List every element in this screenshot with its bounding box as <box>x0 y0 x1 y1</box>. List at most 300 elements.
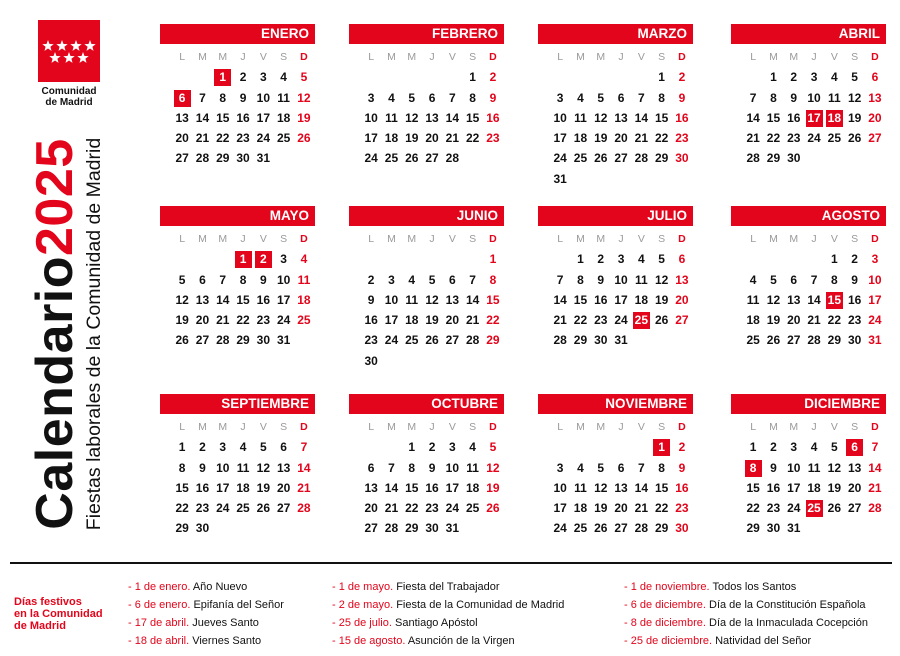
day-cell: 20 <box>614 501 628 516</box>
weekday-label: D <box>871 51 879 63</box>
holiday-name: Jueves Santo <box>192 617 259 629</box>
weekday-label: M <box>769 421 778 433</box>
day-cell: 4 <box>300 252 308 267</box>
day-cell: 19 <box>827 480 842 495</box>
weekday-label: L <box>750 233 757 245</box>
day-cell: 28 <box>807 333 821 348</box>
day-cell: 27 <box>195 333 210 348</box>
day-cell: 16 <box>425 480 439 495</box>
empty-cell <box>743 249 763 269</box>
madrid-flag-icon <box>38 20 100 82</box>
empty-cell <box>361 437 381 457</box>
day-cell: 19 <box>297 110 311 125</box>
day-cell: 7 <box>556 272 564 287</box>
day-cell: 22 <box>236 313 250 328</box>
day-cell: 7 <box>810 272 818 287</box>
empty-cell <box>192 249 212 269</box>
weekday-label: S <box>280 421 288 433</box>
weekday-label: M <box>789 51 799 63</box>
day-cell: 25 <box>297 313 311 328</box>
day-cell: 14 <box>384 480 399 495</box>
weekday-label: V <box>637 421 645 433</box>
day-cell: 17 <box>256 110 271 125</box>
day-cell: 27 <box>787 333 801 348</box>
day-cell: 30 <box>766 521 781 536</box>
day-cell: 13 <box>445 292 460 307</box>
day-cell: 11 <box>297 272 311 287</box>
day-cell: 8 <box>219 90 227 105</box>
day-cell: 27 <box>614 521 628 536</box>
day-cell: 5 <box>597 460 605 475</box>
day-cell: 12 <box>654 272 669 287</box>
day-cell: 4 <box>239 440 247 455</box>
day-cell: 10 <box>384 292 399 307</box>
day-cell: 3 <box>790 440 798 455</box>
day-cell: 21 <box>195 131 210 146</box>
day-cell: 12 <box>486 460 500 475</box>
day-cell: 18 <box>405 313 419 328</box>
day-cell: 27 <box>364 521 378 536</box>
festivos-heading <box>14 596 124 632</box>
day-cell: 7 <box>219 272 227 287</box>
day-cell: 4 <box>637 252 645 267</box>
holiday-name: Viernes Santo <box>192 635 262 647</box>
day-cell: 11 <box>405 292 419 307</box>
weekday-label: S <box>280 233 288 245</box>
weekday-label: L <box>179 421 186 433</box>
day-cell: 15 <box>573 292 588 307</box>
day-cell: 22 <box>486 313 500 328</box>
month-mayo <box>160 206 315 351</box>
month-octubre <box>349 394 504 539</box>
day-cell: 17 <box>364 131 378 146</box>
day-cell: 31 <box>276 333 291 348</box>
day-cell: 18 <box>236 480 250 495</box>
day-cell: 2 <box>597 252 605 267</box>
day-cell: 17 <box>216 480 230 495</box>
weekday-label: S <box>851 233 859 245</box>
day-cell: 25 <box>573 521 588 536</box>
day-cell: 29 <box>746 521 760 536</box>
day-cell: 15 <box>654 480 669 495</box>
day-cell: 9 <box>790 90 798 105</box>
logo-text-line1: Comunidad <box>41 86 97 97</box>
day-cell: 24 <box>364 151 378 166</box>
holiday-item <box>332 632 564 650</box>
day-cell: 23 <box>675 131 689 146</box>
day-cell: 15 <box>216 110 230 125</box>
day-cell: 4 <box>280 70 287 85</box>
day-cell: 14 <box>807 292 821 307</box>
day-cell: 14 <box>746 110 760 125</box>
day-cell: 28 <box>746 151 760 166</box>
month-febrero <box>349 24 504 169</box>
weekday-label: M <box>596 51 606 63</box>
day-cell: 22 <box>405 501 419 516</box>
day-cell: 3 <box>280 252 287 267</box>
month-header: OCTUBRE <box>349 394 504 414</box>
holiday-date: - 1 de noviembre. <box>624 581 710 593</box>
day-cell: 28 <box>465 333 480 348</box>
holiday-name: Asunción de la Virgen <box>407 635 515 647</box>
day-cell: 4 <box>749 272 757 287</box>
month-days-grid <box>550 417 693 539</box>
weekday-label: J <box>429 233 435 245</box>
title-word: Calendario <box>26 255 84 530</box>
day-cell: 29 <box>216 151 230 166</box>
month-header: JUNIO <box>349 206 504 226</box>
side-title <box>28 128 112 540</box>
day-cell: 6 <box>790 272 798 287</box>
day-cell: 20 <box>195 313 210 328</box>
day-cell: 19 <box>847 110 862 125</box>
empty-cell <box>804 249 824 269</box>
day-cell: 24 <box>553 521 567 536</box>
day-cell: 21 <box>553 313 567 328</box>
day-cell: 26 <box>594 151 608 166</box>
day-cell: 5 <box>658 252 665 267</box>
holiday-date: - 17 de abril. <box>128 617 190 629</box>
weekday-label: J <box>618 51 624 63</box>
month-header: MARZO <box>538 24 693 44</box>
day-cell: 10 <box>364 110 378 125</box>
day-cell: 20 <box>614 131 628 146</box>
day-cell: 31 <box>256 151 271 166</box>
day-cell: 3 <box>810 70 818 85</box>
month-header: ABRIL <box>731 24 886 44</box>
month-header: NOVIEMBRE <box>538 394 693 414</box>
day-cell: 24 <box>384 333 399 348</box>
day-cell: 24 <box>614 313 628 328</box>
day-cell: 11 <box>466 460 479 475</box>
festivos-heading-line: Días festivos <box>14 596 82 608</box>
weekday-label: M <box>407 51 417 63</box>
holiday-date: - 15 de agosto. <box>332 635 406 647</box>
day-cell: 29 <box>827 333 842 348</box>
day-cell: 23 <box>195 501 210 516</box>
weekday-label: S <box>469 233 477 245</box>
day-cell: 10 <box>276 272 291 287</box>
day-cell: 28 <box>634 151 649 166</box>
month-days-grid <box>550 47 693 189</box>
empty-cell <box>361 249 381 269</box>
day-cell: 21 <box>384 501 399 516</box>
weekday-label: M <box>218 51 228 63</box>
day-cell: 28 <box>195 151 210 166</box>
day-cell: 29 <box>766 151 781 166</box>
weekday-label: M <box>407 421 417 433</box>
weekday-label: L <box>750 51 757 63</box>
day-cell: 4 <box>830 70 838 85</box>
empty-cell <box>611 437 631 457</box>
day-cell: 14 <box>634 480 649 495</box>
weekday-label: S <box>851 421 859 433</box>
holiday-day: 25 <box>807 501 821 516</box>
day-cell: 4 <box>810 440 818 455</box>
day-cell: 14 <box>195 110 210 125</box>
holiday-item <box>332 596 564 614</box>
holiday-name: Fiesta del Trabajador <box>396 581 500 593</box>
day-cell: 31 <box>868 333 882 348</box>
day-cell: 10 <box>553 110 567 125</box>
day-cell: 13 <box>364 480 378 495</box>
day-cell: 6 <box>199 272 206 287</box>
day-cell: 31 <box>553 171 567 186</box>
day-cell: 22 <box>465 131 480 146</box>
divider <box>10 562 892 564</box>
weekday-label: D <box>300 233 308 245</box>
weekday-label: M <box>387 233 396 245</box>
day-cell: 13 <box>675 272 689 287</box>
holiday-date: - 8 de diciembre. <box>624 617 706 629</box>
day-cell: 13 <box>787 292 801 307</box>
day-cell: 3 <box>367 90 375 105</box>
holiday-date: - 2 de mayo. <box>332 599 394 611</box>
day-cell: 21 <box>445 131 460 146</box>
weekday-label: V <box>637 51 645 63</box>
weekday-label: M <box>387 421 396 433</box>
holiday-date: - 6 de diciembre. <box>624 599 706 611</box>
day-cell: 11 <box>385 110 398 125</box>
day-cell: 9 <box>770 460 777 475</box>
day-cell: 5 <box>851 70 858 85</box>
weekday-label: S <box>469 421 477 433</box>
day-cell: 16 <box>236 110 250 125</box>
day-cell: 11 <box>827 90 841 105</box>
day-cell: 12 <box>425 292 439 307</box>
month-days-grid <box>361 229 504 371</box>
day-cell: 17 <box>553 501 567 516</box>
day-cell: 23 <box>766 501 781 516</box>
weekday-label: V <box>259 233 267 245</box>
weekday-label: M <box>387 51 396 63</box>
day-cell: 27 <box>675 313 689 328</box>
day-cell: 7 <box>749 90 757 105</box>
festivos-heading-line: en la Comunidad <box>14 608 103 620</box>
day-cell: 21 <box>746 131 760 146</box>
day-cell: 10 <box>807 90 821 105</box>
day-cell: 3 <box>556 460 564 475</box>
day-cell: 23 <box>675 501 689 516</box>
day-cell: 5 <box>259 440 267 455</box>
holiday-name: Epifanía del Señor <box>193 599 284 611</box>
day-cell: 22 <box>216 131 230 146</box>
day-cell: 25 <box>384 151 399 166</box>
day-cell: 19 <box>405 131 419 146</box>
weekday-label: S <box>280 51 288 63</box>
star-icon <box>84 40 95 51</box>
day-cell: 26 <box>405 151 419 166</box>
day-cell: 10 <box>553 480 567 495</box>
day-cell: 25 <box>746 333 760 348</box>
holiday-item <box>128 578 284 596</box>
day-cell: 25 <box>573 151 588 166</box>
day-cell: 9 <box>678 460 686 475</box>
empty-cell <box>213 249 233 269</box>
holiday-day: 17 <box>807 110 821 125</box>
day-cell: 19 <box>594 501 608 516</box>
day-cell: 14 <box>216 292 230 307</box>
weekday-label: D <box>678 233 686 245</box>
day-cell: 5 <box>300 70 308 85</box>
day-cell: 30 <box>256 333 271 348</box>
empty-cell <box>591 437 611 457</box>
day-cell: 21 <box>297 480 311 495</box>
day-cell: 9 <box>597 272 605 287</box>
day-cell: 4 <box>577 460 584 475</box>
star-icon <box>77 52 88 63</box>
day-cell: 30 <box>675 521 689 536</box>
weekday-label: M <box>576 233 585 245</box>
empty-cell <box>611 67 631 87</box>
holiday-name: Santiago Apóstol <box>395 617 478 629</box>
empty-cell <box>172 249 192 269</box>
holiday-day: 8 <box>743 458 763 478</box>
empty-cell <box>381 67 401 87</box>
day-cell: 7 <box>637 460 645 475</box>
holiday-item <box>624 578 868 596</box>
weekday-label: M <box>218 233 228 245</box>
weekday-label: D <box>871 421 879 433</box>
day-cell: 26 <box>766 333 781 348</box>
day-cell: 16 <box>594 292 608 307</box>
day-cell: 5 <box>428 272 436 287</box>
day-cell: 28 <box>553 333 567 348</box>
holiday-day: 1 <box>233 249 253 269</box>
day-cell: 13 <box>175 110 189 125</box>
day-cell: 20 <box>276 480 291 495</box>
day-cell: 10 <box>787 460 801 475</box>
day-cell: 25 <box>827 131 842 146</box>
holiday-list-col-2 <box>332 578 564 650</box>
day-cell: 28 <box>868 501 882 516</box>
day-cell: 12 <box>405 110 419 125</box>
day-cell: 22 <box>746 501 760 516</box>
month-header: JULIO <box>538 206 693 226</box>
day-cell: 1 <box>178 440 186 455</box>
day-cell: 26 <box>847 131 862 146</box>
day-cell: 9 <box>851 272 858 287</box>
day-cell: 3 <box>617 252 625 267</box>
day-cell: 7 <box>469 272 476 287</box>
day-cell: 2 <box>239 70 247 85</box>
day-cell: 25 <box>465 501 480 516</box>
weekday-label: M <box>769 51 778 63</box>
day-cell: 8 <box>830 272 838 287</box>
day-cell: 1 <box>749 440 757 455</box>
day-cell: 14 <box>297 460 311 475</box>
day-cell: 4 <box>408 272 416 287</box>
weekday-label: V <box>259 51 267 63</box>
day-cell: 12 <box>766 292 781 307</box>
day-cell: 13 <box>614 480 628 495</box>
day-cell: 30 <box>364 353 378 368</box>
day-cell: 17 <box>553 131 567 146</box>
day-cell: 8 <box>658 460 665 475</box>
day-cell: 30 <box>847 333 862 348</box>
holiday-name: Día de la Inmaculada Cocepción <box>709 617 868 629</box>
day-cell: 9 <box>367 292 375 307</box>
day-cell: 2 <box>790 70 798 85</box>
day-cell: 15 <box>654 110 669 125</box>
day-cell: 1 <box>469 70 476 85</box>
day-cell: 8 <box>770 90 777 105</box>
month-julio <box>538 206 693 351</box>
month-days-grid <box>172 47 315 169</box>
weekday-label: D <box>489 51 497 63</box>
month-header: ENERO <box>160 24 315 44</box>
month-marzo <box>538 24 693 189</box>
empty-cell <box>550 249 570 269</box>
empty-cell <box>192 67 212 87</box>
day-cell: 6 <box>367 460 375 475</box>
day-cell: 31 <box>445 521 460 536</box>
day-cell: 13 <box>614 110 628 125</box>
holiday-item <box>332 614 564 632</box>
day-cell: 24 <box>445 501 460 516</box>
day-cell: 24 <box>787 501 801 516</box>
day-cell: 12 <box>175 292 189 307</box>
holiday-item <box>624 596 868 614</box>
day-cell: 5 <box>770 272 777 287</box>
day-cell: 21 <box>634 501 649 516</box>
month-header: AGOSTO <box>731 206 886 226</box>
weekday-label: J <box>429 51 435 63</box>
day-cell: 5 <box>178 272 186 287</box>
day-cell: 15 <box>405 480 419 495</box>
day-cell: 29 <box>405 521 419 536</box>
day-cell: 12 <box>256 460 271 475</box>
empty-cell <box>784 249 804 269</box>
month-header: DICIEMBRE <box>731 394 886 414</box>
day-cell: 15 <box>236 292 250 307</box>
day-cell: 18 <box>465 480 480 495</box>
month-junio <box>349 206 504 371</box>
holiday-day: 2 <box>253 249 273 269</box>
day-cell: 5 <box>489 440 497 455</box>
day-cell: 22 <box>827 313 842 328</box>
day-cell: 17 <box>868 292 882 307</box>
day-cell: 10 <box>256 90 271 105</box>
weekday-label: M <box>198 233 207 245</box>
day-cell: 18 <box>573 501 588 516</box>
empty-cell <box>361 67 381 87</box>
month-header: SEPTIEMBRE <box>160 394 315 414</box>
day-cell: 27 <box>276 501 291 516</box>
holiday-list-col-3 <box>624 578 868 650</box>
weekday-label: M <box>576 421 585 433</box>
day-cell: 16 <box>195 480 210 495</box>
day-cell: 8 <box>408 460 416 475</box>
day-cell: 1 <box>577 252 584 267</box>
day-cell: 8 <box>469 90 476 105</box>
day-cell: 8 <box>577 272 584 287</box>
day-cell: 25 <box>405 333 419 348</box>
comunidad-de-madrid-logo <box>38 20 100 108</box>
day-cell: 9 <box>199 460 206 475</box>
day-cell: 14 <box>465 292 480 307</box>
day-cell: 10 <box>216 460 230 475</box>
holiday-item <box>128 632 284 650</box>
empty-cell <box>402 67 422 87</box>
star-icon <box>42 40 53 51</box>
day-cell: 8 <box>178 460 186 475</box>
weekday-label: S <box>658 51 666 63</box>
day-cell: 18 <box>297 292 311 307</box>
title-year: 2025 <box>26 138 84 256</box>
day-cell: 28 <box>445 151 460 166</box>
day-cell: 2 <box>489 70 497 85</box>
